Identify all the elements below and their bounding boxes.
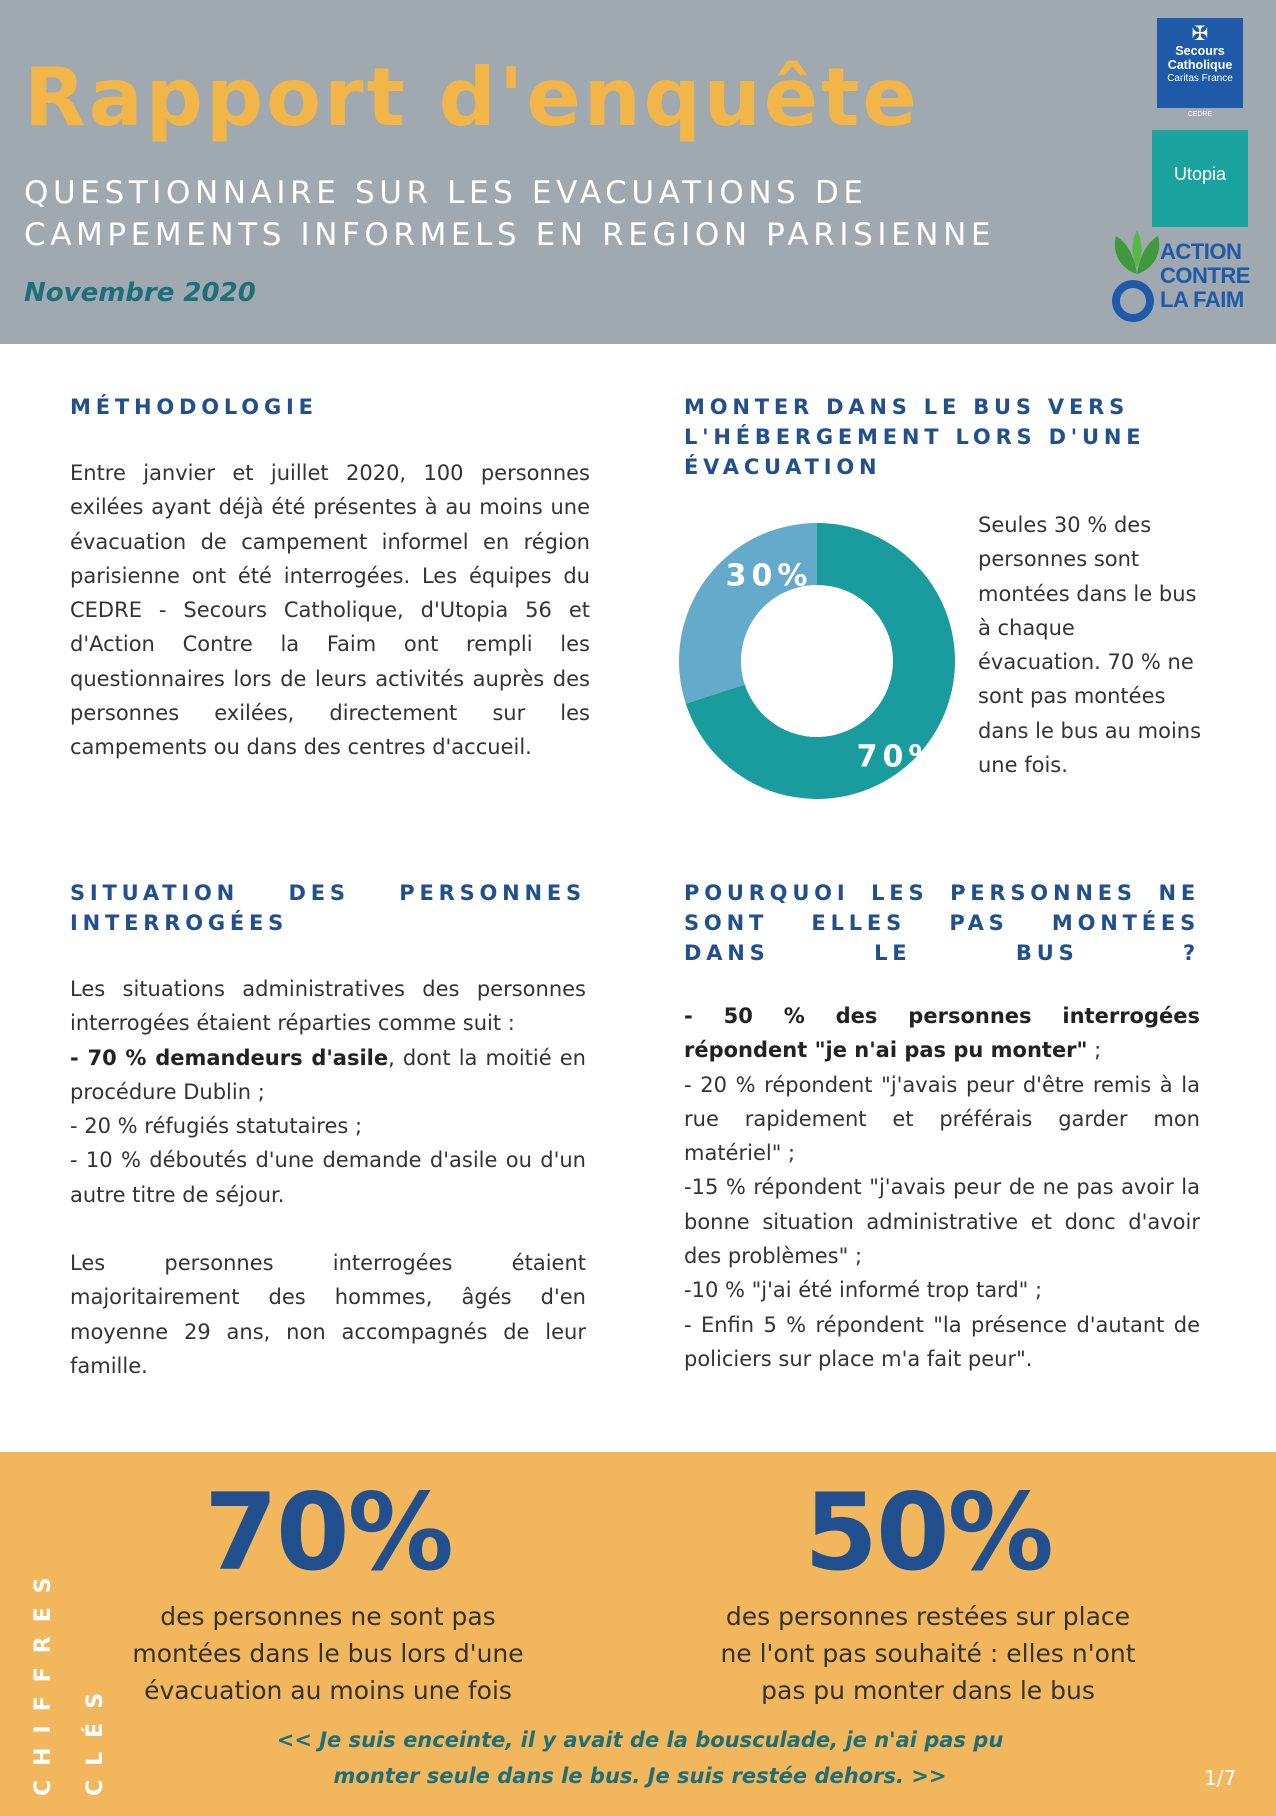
testimony-quote <box>180 1722 1100 1794</box>
subtitle-line: CAMPEMENTS INFORMELS EN REGION PARISIENNE <box>24 217 996 253</box>
list-item: - 20 % répondent "j'avais peur d'être remis à la rue rapidement et préférais garder mon matériel" ; <box>684 1072 1200 1166</box>
list-item: -10 % "j'ai été informé trop tard" ; <box>684 1278 1043 1303</box>
report-subtitle <box>24 172 1144 256</box>
key-figures-label-line: CHIFFRES <box>31 1563 56 1796</box>
cross-icon: ✠ <box>1191 21 1209 45</box>
list-item: - 20 % réfugiés statutaires ; <box>70 1114 363 1139</box>
ring-icon <box>1112 280 1154 322</box>
spacer <box>70 1212 586 1246</box>
list-item: - Enfin 5 % répondent "la présence d'autant de policiers sur place m'a fait peur". <box>684 1312 1200 1371</box>
quote-line: monter seule dans le bus. Je suis restée dehors. >> <box>333 1764 947 1788</box>
section-heading-methodologie: MÉTHODOLOGIE <box>70 395 318 419</box>
list-item-text: , dont la moitié en procédure Dublin ; <box>70 1045 586 1104</box>
list-item-text: ; <box>1087 1038 1102 1063</box>
donut-chart <box>676 520 958 802</box>
key-figure-line: ne l'ont pas souhaité : elles n'ont <box>720 1639 1136 1668</box>
list-item: - 10 % déboutés d'une demande d'asile ou d'un autre titre de séjour. <box>70 1148 586 1207</box>
list-item <box>684 999 1200 1068</box>
logo-text: ACTION <box>1160 239 1242 264</box>
key-figure-line: pas pu monter dans le bus <box>761 1676 1095 1705</box>
donut-label: 30% <box>725 558 813 594</box>
key-figures-label-line: CLÉS <box>83 1678 108 1796</box>
logo-text: LA FAIM <box>1160 287 1244 312</box>
secours-catholique-logo <box>1157 18 1243 108</box>
logo-text: Utopia <box>1173 164 1227 184</box>
leaf-icon <box>1110 228 1164 276</box>
section-heading-pourquoi: POURQUOI LES PERSONNES NE SONT ELLES PAS MONTÉES DANS LE BUS ? <box>684 881 1200 965</box>
key-figure-description <box>110 1598 546 1709</box>
report-date: Novembre 2020 <box>24 278 256 308</box>
donut-slice <box>679 523 817 704</box>
key-figure-value: 50% <box>804 1471 1052 1594</box>
action-contre-la-faim-logo <box>1160 240 1250 312</box>
key-figure-value: 70% <box>204 1471 452 1594</box>
list-item <box>70 1041 586 1110</box>
bus-text: Seules 30 % des personnes sont montées dans le bus à chaque évacuation. 70 % ne sont pas montées dans le bus au moins une fois. <box>978 513 1202 778</box>
list-item-bold: - 50 % des personnes interrogées répondent "je n'ai pas pu monter" <box>684 1004 1200 1063</box>
quote-line: << Je suis enceinte, il y avait de la bousculade, je n'ai pas pu <box>276 1728 1004 1752</box>
logo-text: CONTRE <box>1160 263 1250 288</box>
key-figure-line: des personnes restées sur place <box>725 1602 1131 1631</box>
key-figure-line: des personnes ne sont pas <box>160 1602 496 1631</box>
pourquoi-text <box>684 999 1200 1376</box>
report-title: Rapport d'enquête <box>24 51 920 144</box>
key-figure-description <box>700 1598 1156 1709</box>
cedre-label: CEDRE <box>1187 111 1213 118</box>
key-figure-line: évacuation au moins une fois <box>144 1676 512 1705</box>
logo-text: Caritas France <box>1167 73 1233 84</box>
list-item-bold: - 70 % demandeurs d'asile <box>70 1045 389 1070</box>
donut-label: 70% <box>856 739 944 775</box>
situation-text <box>70 972 586 1383</box>
key-figures-label <box>18 1563 122 1796</box>
list-item: -15 % répondent "j'avais peur de ne pas avoir la bonne situation administrative et donc d'avoir des problèmes" ; <box>684 1175 1200 1269</box>
section-heading-situation: SITUATION DES PERSONNES INTERROGÉES <box>70 881 586 935</box>
section-heading-bus: MONTER DANS LE BUS VERS L'HÉBERGEMENT LORS D'UNE ÉVACUATION <box>684 395 1146 479</box>
page-number: 1/7 <box>1204 1766 1237 1790</box>
key-figure-line: montées dans le bus lors d'une <box>132 1639 524 1668</box>
logo-text: Catholique <box>1167 58 1233 72</box>
subtitle-line: QUESTIONNAIRE SUR LES EVACUATIONS DE <box>24 175 868 211</box>
methodologie-text: Entre janvier et juillet 2020, 100 personnes exilées ayant déjà été présentes à au moins une évacuation de campement informel en région parisienne ont été interrogées. Les équipes du CEDRE - Secours Catholique, d'Utopia 56 et d'Action Contre la Faim ont rempli les questionnaires lors de leurs activités auprès des personnes exilées, directement sur les campements ou dans des centres d'accueil. <box>70 461 590 760</box>
situation-para2: Les personnes interrogées étaient majoritairement des hommes, âgés d'en moyenne 29 ans, non accompagnés de leur famille. <box>70 1251 586 1378</box>
utopia-logo <box>1152 130 1248 227</box>
situation-intro: Les situations administratives des personnes interrogées étaient réparties comme suit : <box>70 977 586 1036</box>
logo-text: Secours <box>1175 44 1225 58</box>
